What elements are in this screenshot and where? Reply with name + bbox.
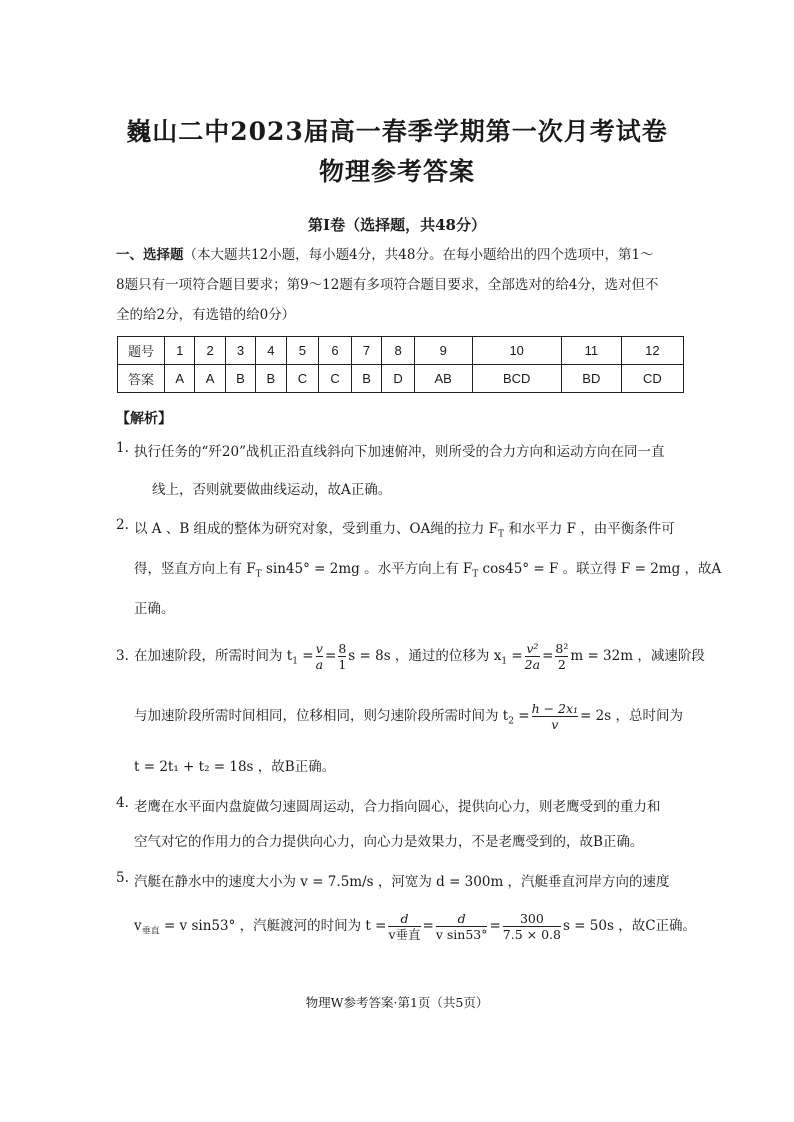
table-cell: A — [165, 365, 195, 393]
fraction-denominator: 2 — [555, 656, 568, 672]
q5-line-1: 汽艇在静水中的速度大小为 v = 7.5m/s ，河宽为 d = 300m ，汽艇垂直河岸方向的速度 — [134, 874, 670, 890]
fraction-numerator: d — [400, 911, 409, 926]
q5-text-3: s = 50s ，故C正确。 — [562, 918, 697, 934]
section-heading: 第Ⅰ卷（选择题，共48分） — [308, 216, 486, 234]
q3-fraction-1 — [316, 641, 323, 672]
q3-sub-1: 1 — [292, 656, 298, 667]
answer-table — [117, 336, 684, 393]
table-header-cell: 题号 — [118, 337, 165, 365]
q2-sub-3: T — [472, 569, 479, 580]
q2-sub-1: T — [498, 529, 505, 540]
q5-line-2: $v_{垂直} = v$ sin53° ，汽艇渡河的时间为 t = $\frac{d}{\text{v垂直}}$ = $\frac{d}{\text{v sin53°}}$ = $\frac{300}{7.5 \times 0.8}$ s = 50s ，故C正确。 — [134, 911, 697, 942]
table-cell: CD — [621, 365, 683, 393]
q2-number: 2. — [116, 517, 129, 533]
q1-number: 1. — [116, 440, 129, 456]
q1-line-1: 执行任务的“歼20”战机正沿直线斜向下加速俯冲，则所受的合力方向和运动方向在同一直 — [134, 444, 665, 460]
q3-line-2: 与加速阶段所需时间相同，位移相同，则匀速阶段所需时间为 $t_2$ = $\frac{\text{h − 2x₁}}{v}$ = 2s ，总时间为 — [134, 701, 683, 732]
fraction-denominator: a — [315, 657, 324, 672]
q3-fraction-3 — [525, 641, 540, 672]
table-cell: 1 — [165, 337, 195, 365]
table-cell: A — [195, 365, 225, 393]
q3-text-5: = 2s ，总时间为 — [580, 708, 683, 724]
q2-text-1b: 和水平力 F ，由平衡条件可 — [504, 521, 675, 537]
table-cell: 12 — [621, 337, 683, 365]
q3-sub-2: 1 — [501, 656, 508, 667]
q2-text-2a: 得，竖直方向上有 F — [134, 561, 256, 577]
q3-text-1: 在加速阶段，所需时间为 t — [134, 648, 293, 664]
q5-text-2: = v sin53° ，汽艇渡河的时间为 t = — [159, 918, 387, 934]
fraction-denominator: 2a — [524, 657, 541, 672]
q5-number: 5. — [116, 870, 129, 886]
table-cell: 4 — [256, 337, 286, 365]
table-header-cell: 答案 — [118, 365, 165, 393]
table-cell: 7 — [351, 337, 381, 365]
table-row-answers — [118, 365, 684, 393]
q3-text-3: m = 32m ，减速阶段 — [570, 648, 705, 664]
fraction-denominator: v sin53° — [435, 927, 488, 942]
intro-text-1: （本大题共12小题，每小题4分，共48分。在每小题给出的四个选项中，第1～ — [183, 247, 654, 263]
document-subtitle: 物理参考答案 — [318, 157, 475, 186]
table-cell: BD — [561, 365, 621, 393]
q4-line-2: 空气对它的作用力的合力提供向心力，向心力是效果力，不是老鹰受到的，故B正确。 — [134, 834, 644, 850]
q3-line-3: t = 2t₁ + t₂ = 18s ，故B正确。 — [134, 759, 336, 775]
table-cell: 2 — [195, 337, 225, 365]
q2-text-1a: 以 A 、B 组成的整体为研究对象，受到重力、OA绳的拉力 F — [134, 521, 499, 537]
intro-line-1 — [116, 240, 686, 270]
fraction-denominator: 7.5 × 0.8 — [502, 927, 561, 942]
q2-text-2b: sin45° = 2mg 。水平方向上有 F — [261, 561, 473, 577]
fraction-numerator: 8² — [555, 641, 569, 656]
fraction-numerator: v — [315, 641, 323, 656]
table-cell: 5 — [286, 337, 319, 365]
q5-text-1: v — [134, 918, 142, 934]
q4-line-1: 老鹰在水平面内盘旋做匀速圆周运动，合力指向圆心，提供向心力，则老鹰受到的重力和 — [134, 799, 661, 815]
table-cell: D — [382, 365, 415, 393]
q3-text-4: 与加速阶段所需时间相同，位移相同，则匀速阶段所需时间为 t — [134, 708, 509, 724]
analysis-heading: 【解析】 — [116, 411, 172, 427]
table-cell: 9 — [414, 337, 472, 365]
page-footer: 物理W参考答案·第1页（共5页） — [305, 995, 489, 1010]
q5-fraction-3 — [503, 911, 561, 942]
table-cell: C — [286, 365, 319, 393]
q2-text-2c: cos45° = F 。联立得 F = 2mg ，故A — [478, 561, 722, 577]
q2-line-1 — [134, 517, 675, 540]
fraction-numerator: h − 2x₁ — [531, 701, 579, 716]
fraction-numerator: d — [457, 911, 466, 926]
fraction-numerator: 300 — [519, 911, 544, 926]
q2-line-3: 正确。 — [134, 601, 175, 617]
table-cell: 6 — [319, 337, 352, 365]
table-cell: 8 — [382, 337, 415, 365]
q4-number: 4. — [116, 795, 129, 811]
intro-line-3: 全的给2分，有选错的给0分） — [116, 307, 296, 323]
table-cell: AB — [414, 365, 472, 393]
fraction-numerator: 8 — [338, 641, 347, 656]
q5-sub-1: 垂直 — [141, 926, 160, 937]
table-row-numbers — [118, 337, 684, 365]
fraction-denominator: v垂直 — [388, 927, 421, 942]
q2-line-2 — [134, 557, 721, 580]
table-cell: 3 — [225, 337, 255, 365]
q3-fraction-4 — [555, 641, 568, 672]
document-title: 巍山二中2023届高一春季学期第一次月考试卷 — [126, 117, 668, 146]
q3-fraction-2 — [338, 641, 346, 672]
q3-fraction-5 — [532, 701, 578, 732]
q5-fraction-2 — [436, 911, 488, 942]
q5-fraction-1 — [388, 911, 420, 942]
table-cell: 11 — [561, 337, 621, 365]
q3-number: 3. — [116, 648, 129, 664]
q1-line-2: 线上，否则就要做曲线运动，故A正确。 — [152, 482, 392, 498]
intro-bold-label: 一、选择题 — [116, 247, 184, 263]
table-cell: B — [225, 365, 255, 393]
table-cell: B — [351, 365, 381, 393]
fraction-denominator: v — [532, 716, 578, 732]
table-cell: B — [256, 365, 286, 393]
q3-text-2: s = 8s ，通过的位移为 x — [348, 648, 502, 664]
fraction-denominator: 1 — [338, 657, 347, 672]
q2-sub-2: T — [255, 569, 262, 580]
table-cell: C — [319, 365, 352, 393]
q3-sub-3: 2 — [508, 716, 514, 727]
intro-line-2: 8题只有一项符合题目要求；第9～12题有多项符合题目要求，全部选对的给4分，选对但不 — [116, 277, 659, 293]
table-cell: 10 — [472, 337, 561, 365]
q3-line-1: 在加速阶段，所需时间为 $t_1$ = $\frac{v}{a}$ = $\frac{8}{1}$ s = 8s ，通过的位移为 $x_1$ = $\frac{\text{v²}}{2a}$ = $\frac{\text{8²}}{2}$ m = 32m ，减速阶段 — [134, 641, 705, 672]
fraction-numerator: v² — [526, 641, 539, 656]
table-cell: BCD — [472, 365, 561, 393]
